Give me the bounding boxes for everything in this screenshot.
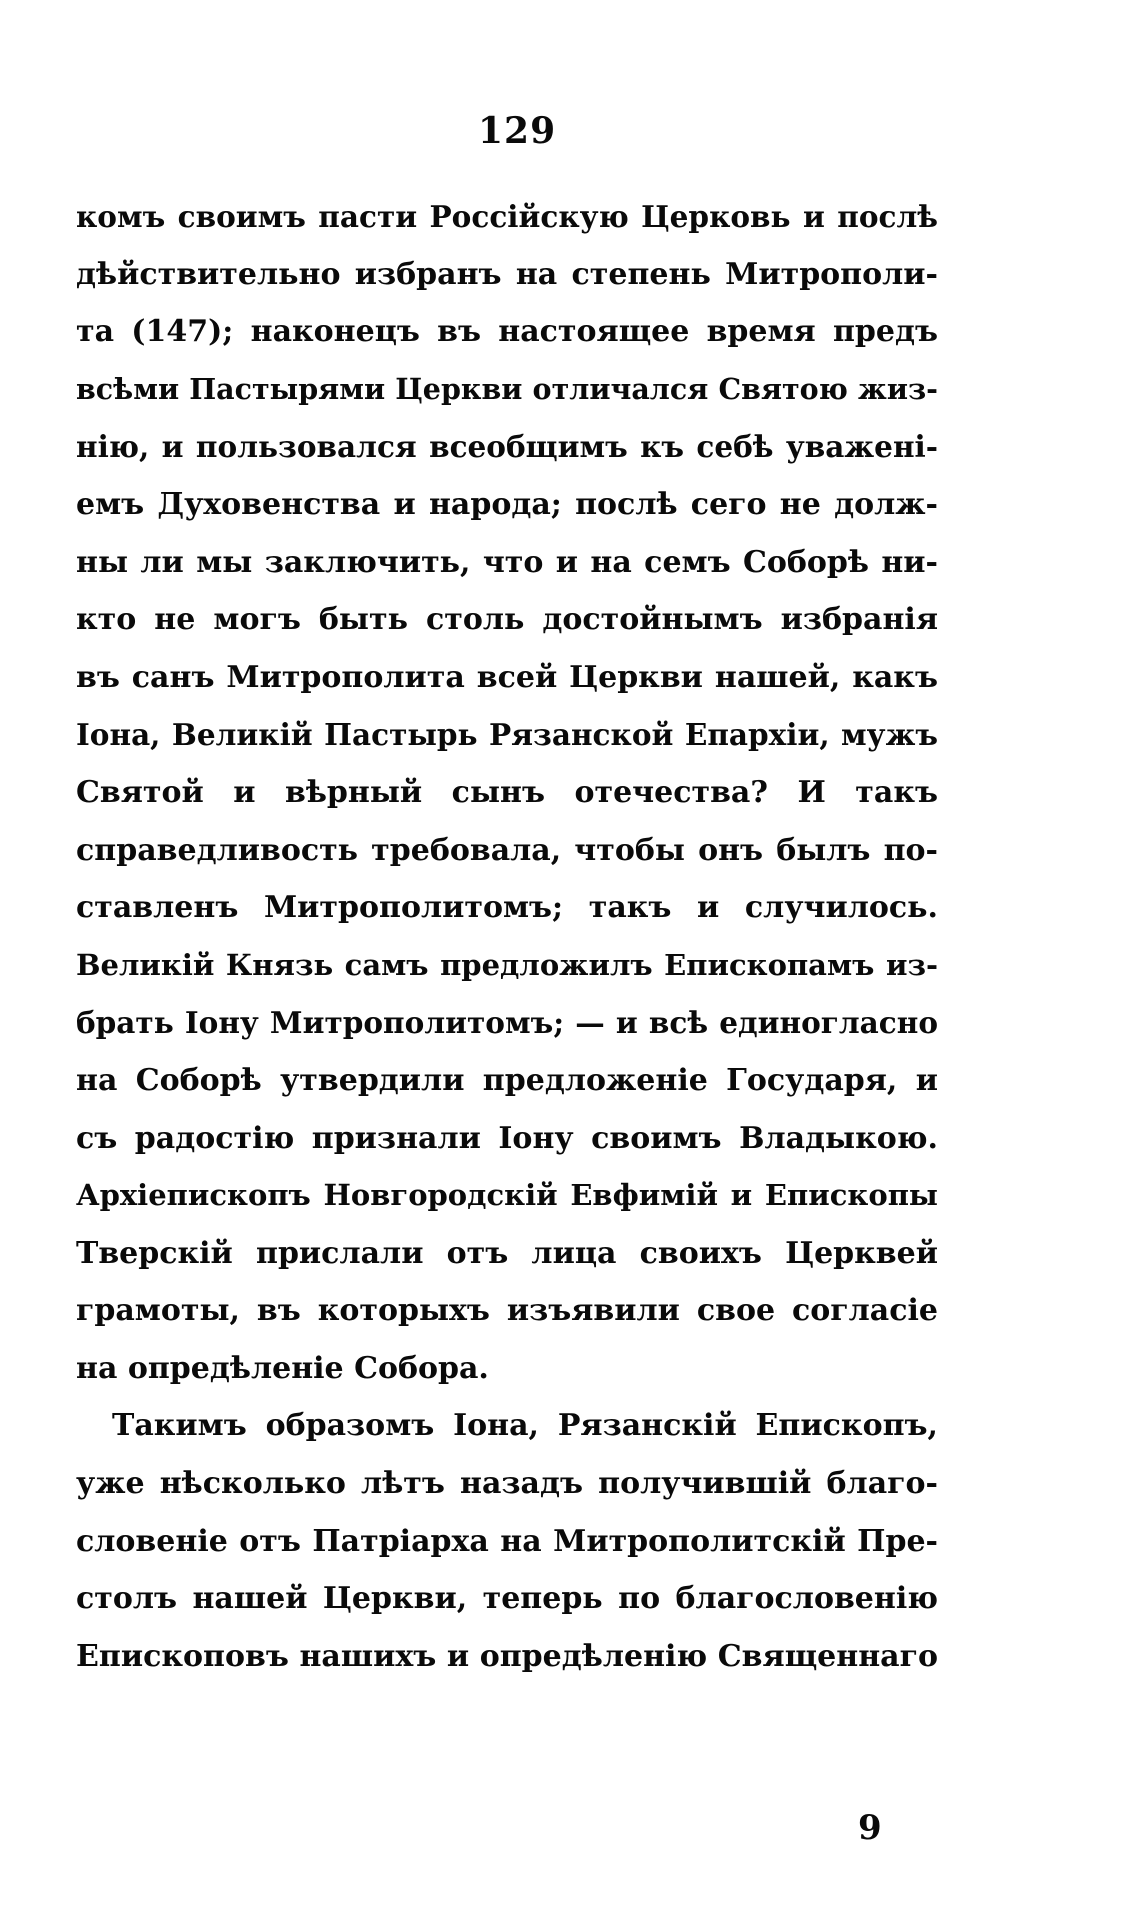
text-line: столъ нашей Церкви, теперь по благословенію: [76, 1581, 938, 1617]
text-line: Тверскій прислали отъ лица своихъ Церквей: [76, 1235, 938, 1271]
text-line: кто не могъ быть столь достойнымъ избранія: [76, 602, 938, 638]
signature-mark: 9: [858, 1808, 882, 1848]
page-text: [76, 188, 938, 1685]
text-line: дѣйствительно избранъ на степень Митрополи-: [76, 256, 938, 292]
text-line: въ санъ Митрополита всей Церкви нашей, какъ: [76, 659, 938, 695]
text-line: Епископовъ нашихъ и опредѣленію Священнаго: [76, 1638, 938, 1674]
page-number: 129: [478, 110, 557, 152]
text-line: на Соборѣ утвердили предложеніе Государя, и: [76, 1062, 938, 1098]
text-line: словеніе отъ Патріарха на Митрополитскій Пре-: [76, 1523, 938, 1559]
text-line: Такимъ образомъ Іона, Рязанскій Епископъ,: [112, 1408, 938, 1444]
text-line: ны ли мы заключить, что и на семъ Соборѣ ни-: [76, 544, 938, 580]
text-line: та (147); наконецъ въ настоящее время предъ: [76, 314, 938, 350]
text-line: уже нѣсколько лѣтъ назадъ получившій благо-: [76, 1466, 938, 1502]
paragraph-1: [76, 188, 938, 1397]
text-line: грамоты, въ которыхъ изъявили свое согласіе: [76, 1293, 938, 1329]
text-line: всѣми Пастырями Церкви отличался Святою жиз-: [76, 371, 938, 406]
text-line: Великій Князь самъ предложилъ Епископамъ из-: [76, 947, 938, 982]
text-line: Архіепископъ Новгородскій Евфимій и Епископы: [76, 1178, 938, 1213]
text-line: Святой и вѣрный сынъ отечества? И такъ: [76, 774, 938, 810]
text-line: на опредѣленіе Собора.: [76, 1350, 489, 1386]
text-line: ставленъ Митрополитомъ; такъ и случилось.: [76, 890, 938, 926]
text-line: нію, и пользовался всеобщимъ къ себѣ уваженi-: [76, 429, 938, 465]
text-line: съ радостію признали Іону своимъ Владыкою.: [76, 1120, 938, 1156]
text-line: комъ своимъ пасти Россійскую Церковь и послѣ: [76, 199, 938, 234]
text-line: справедливость требовала, чтобы онъ былъ по-: [76, 832, 938, 868]
text-line: брать Іону Митрополитомъ; — и всѣ единогласно: [76, 1005, 938, 1041]
paragraph-2: [76, 1397, 938, 1685]
text-line: емъ Духовенства и народа; послѣ сего не долж-: [76, 486, 938, 522]
text-line: Іона, Великій Пастырь Рязанской Епархіи, мужъ: [76, 717, 938, 753]
